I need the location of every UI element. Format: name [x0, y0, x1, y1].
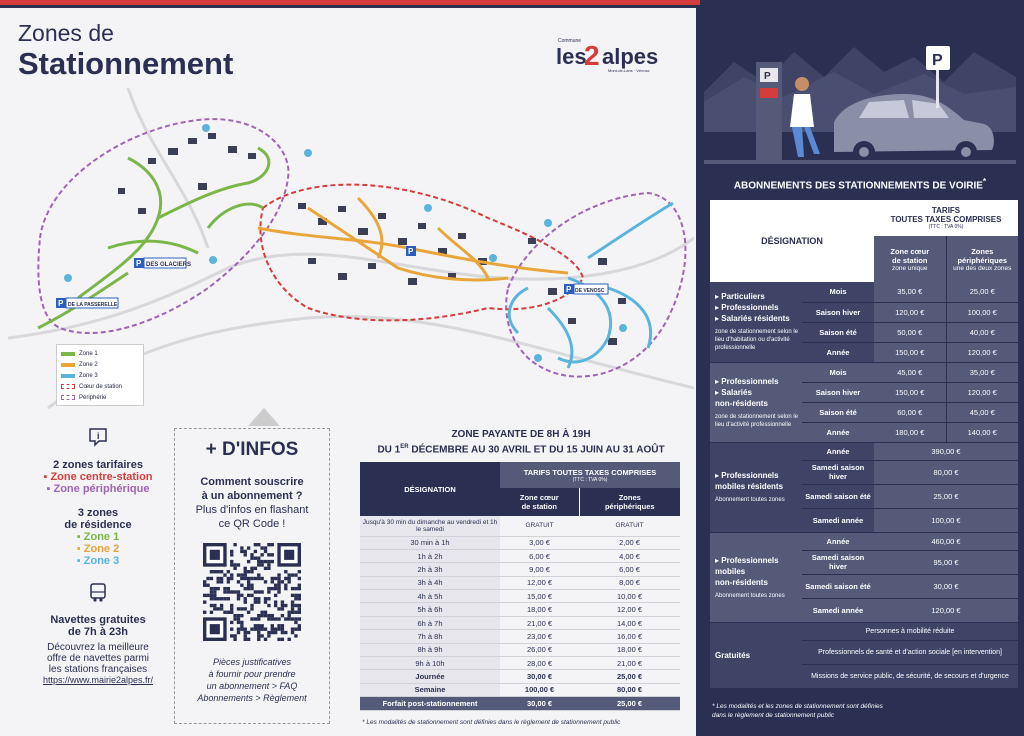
zp-cell-coeur: 26,00 € [500, 643, 579, 656]
rt-category-line: non-résidents [715, 398, 768, 408]
rt-category-line: ▸ Professionnels [715, 376, 779, 386]
more-info-title: + D'INFOS [205, 439, 299, 460]
res-zone1: ▪ Zone 1 [76, 531, 120, 543]
more-info-question-1: Comment souscrire [200, 476, 304, 488]
zp-header-tarifs-text: TARIFS TOUTES TAXES COMPRISES [523, 467, 657, 477]
parking-passerelle-marker[interactable] [56, 298, 118, 308]
zp-cell-desig: Jusqu'à 30 min du dimanche au vendredi et 1h le samedi [360, 516, 500, 536]
rt-price-coeur: 120,00 € [874, 302, 946, 322]
rt-period: Samedi saison été [802, 574, 874, 598]
rt-period: Mois [802, 362, 874, 382]
zp-cell-coeur: 28,00 € [500, 657, 579, 670]
navettes-text-2: offre de navettes parmi [46, 653, 150, 664]
zp-cell-coeur: 15,00 € [500, 590, 579, 603]
zp-row [360, 516, 680, 536]
zp-row [360, 549, 680, 562]
svg-text:P: P [566, 285, 572, 294]
rt-period: Saison hiver [802, 302, 874, 322]
zp-header-peri [579, 488, 680, 516]
abonnements-title [696, 176, 1024, 191]
rt-row [710, 532, 1018, 550]
rt-price-peri: 25,00 € [946, 282, 1018, 302]
zp-cell-peri: 16,00 € [579, 630, 680, 643]
zp-cell-peri: 25,00 € [579, 697, 680, 710]
svg-text:i: i [97, 431, 100, 441]
zp-header-coeur [500, 488, 579, 516]
page-title-line1: Zones de [18, 20, 114, 46]
rt-period: Année [802, 422, 874, 442]
zone-payante-table [360, 462, 680, 711]
rt-header-coeur-2: de station [892, 255, 928, 265]
parking-centre-marker[interactable] [406, 246, 416, 256]
zp-cell-desig: 9h à 10h [360, 657, 500, 670]
rt-gratuite-item: Professionnels de santé et d'action sociale [en intervention] [802, 640, 1018, 664]
more-info-box [174, 428, 330, 724]
zone-payante-title-2b: DÉCEMBRE AU 30 AVRIL ET DU 15 JUIN AU 31 AOÛT [408, 444, 665, 456]
bus-icon [87, 581, 109, 603]
zp-cell-desig: Semaine [360, 683, 500, 696]
mairie-link[interactable]: https://www.mairie2alpes.fr/ [42, 675, 154, 685]
svg-text:DES GLACIERS: DES GLACIERS [146, 262, 192, 268]
commune-logo [556, 38, 666, 74]
rt-header-tarifs [874, 200, 1018, 236]
zp-cell-coeur: 30,00 € [500, 670, 579, 683]
navettes-title-1: Navettes gratuites [50, 614, 146, 626]
rt-period: Saison hiver [802, 382, 874, 402]
zp-cell-peri: 2,00 € [579, 536, 680, 549]
rt-period: Samedi saison hiver [802, 550, 874, 574]
legend-zone3: Zone 3 [79, 372, 98, 379]
zp-cell-coeur: 23,00 € [500, 630, 579, 643]
abonnements-title-text: ABONNEMENTS DES STATIONNEMENTS DE VOIRIE [733, 180, 983, 192]
zp-cell-coeur: 21,00 € [500, 616, 579, 629]
zone-peri-label: ▪ Zone périphérique [46, 483, 150, 495]
legend-zone2: Zone 2 [79, 361, 98, 368]
rt-category-sub: Abonnement toutes zones [715, 497, 785, 503]
rt-category-line: ▸ Salariés [715, 387, 752, 397]
rt-gratuite-row [710, 622, 1018, 640]
top-bar-accent [0, 0, 700, 5]
zp-cell-peri: 4,00 € [579, 549, 680, 562]
rt-category-line: mobiles résidents [715, 482, 784, 491]
rt-price-coeur: 35,00 € [874, 282, 946, 302]
more-info-italic-3: un abonnement > FAQ [206, 681, 298, 691]
map-legend [56, 344, 144, 406]
navettes-text-3: les stations françaises [48, 664, 148, 675]
rt-header-tarifs-2: TOUTES TAXES COMPRISES [890, 215, 1002, 224]
rt-period: Saison été [802, 322, 874, 342]
rt-row [710, 442, 1018, 460]
rt-category-sub: Abonnement toutes zones [715, 592, 785, 599]
rt-price-peri: 40,00 € [946, 322, 1018, 342]
parking-meter-car-illustration [704, 32, 1016, 172]
logo-les: les [556, 44, 587, 69]
rt-category-line: mobiles [715, 566, 746, 576]
rt-period: Année [802, 342, 874, 362]
legend-zone1: Zone 1 [79, 350, 98, 357]
zp-cell-desig: 4h à 5h [360, 590, 500, 603]
rt-period: Samedi saison hiver [802, 460, 874, 484]
rt-price-all: 80,00 € [874, 460, 1018, 484]
zp-cell-desig: Forfait post-stationnement [360, 697, 500, 710]
rt-price-coeur: 180,00 € [874, 422, 946, 442]
rt-category-line: ▸ Particuliers [715, 292, 765, 302]
svg-text:P: P [764, 71, 771, 82]
rt-header-peri [946, 236, 1018, 282]
zone-payante-title-2sup: ER [400, 444, 409, 450]
zp-cell-coeur: GRATUIT [500, 516, 579, 536]
rt-price-all: 30,00 € [874, 574, 1018, 598]
abonnements-footnote [712, 702, 883, 720]
zp-cell-coeur: 3,00 € [500, 536, 579, 549]
right-panel [696, 8, 1024, 736]
rt-category-line: ▸ Professionnels [715, 303, 779, 313]
zp-row [360, 576, 680, 589]
rt-category-sub: zone de stationnement selon le lieu d'activité professionnelle [715, 413, 799, 428]
zp-header-desig: DÉSIGNATION [360, 462, 500, 516]
abonnements-footnote-2: dans le règlement de stationnement public [712, 712, 835, 719]
zp-cell-desig: Journée [360, 670, 500, 683]
qr-code-icon[interactable] [203, 543, 301, 641]
rt-header-coeur-3: zone unique [892, 264, 928, 272]
svg-text:P: P [932, 52, 943, 69]
zp-cell-peri: 10,00 € [579, 590, 680, 603]
zp-cell-desig: 2h à 3h [360, 563, 500, 576]
svg-text:P: P [58, 299, 64, 308]
speech-bubble-info-icon [87, 426, 109, 448]
zp-row [360, 657, 680, 670]
zp-header-coeur-2: de station [521, 502, 557, 511]
rt-period: Saison été [802, 402, 874, 422]
rt-period: Samedi saison été [802, 484, 874, 508]
zp-row [360, 670, 680, 683]
rt-price-peri: 120,00 € [946, 342, 1018, 362]
navettes-title-2: de 7h à 23h [68, 626, 128, 638]
rt-header-desig: DÉSIGNATION [710, 200, 874, 282]
rt-price-peri: 35,00 € [946, 362, 1018, 382]
res-zones-title-2: de résidence [64, 519, 132, 531]
abonnements-table [710, 200, 1018, 689]
rt-price-coeur: 150,00 € [874, 342, 946, 362]
zp-header-coeur-1: Zone cœur [519, 493, 559, 502]
zone-payante-title-2 [356, 441, 686, 456]
parking-glaciers-marker[interactable] [134, 258, 191, 268]
zp-row [360, 563, 680, 576]
rt-header-peri-1: Zones [971, 246, 994, 256]
zp-cell-peri: 14,00 € [579, 616, 680, 629]
zp-cell-desig: 8h à 9h [360, 643, 500, 656]
logo-small-text: Commune [558, 38, 582, 44]
rt-row [710, 282, 1018, 302]
svg-text:P: P [136, 259, 142, 268]
zone-payante-footnote: * Les modalités de stationnement sont définies dans le règlement de stationnement public [362, 719, 621, 726]
zp-row [360, 616, 680, 629]
rt-category-line: ▸ Salariés résidents [715, 314, 790, 324]
abonnements-title-star: * [982, 176, 987, 186]
res-zones-title-1: 3 zones [77, 507, 119, 519]
zp-header-peri-1: Zones [618, 493, 641, 502]
zp-row [360, 590, 680, 603]
zp-header-tarifs [500, 462, 680, 488]
rt-price-all: 100,00 € [874, 508, 1018, 532]
zp-cell-peri: 80,00 € [579, 683, 680, 696]
zp-cell-desig: 1h à 2h [360, 549, 500, 562]
rt-category-line: ▸ Professionnels [715, 555, 779, 565]
rt-gratuite-item: Personnes à mobilité réduite [802, 622, 1018, 640]
zp-cell-coeur: 18,00 € [500, 603, 579, 616]
res-zone2: ▪ Zone 2 [76, 543, 120, 555]
zp-row [360, 683, 680, 696]
abonnements-footnote-1: * Les modalités et les zones de stationnement sont définies [712, 703, 883, 710]
zp-cell-desig: 7h à 8h [360, 630, 500, 643]
rt-category-line: non-résidents [715, 577, 768, 587]
rt-header-row [710, 200, 1018, 236]
rt-header-coeur [874, 236, 946, 282]
rt-price-all: 120,00 € [874, 598, 1018, 622]
rt-period: Année [802, 532, 874, 550]
zone-payante-title-1: ZONE PAYANTE DE 8H À 19H [451, 429, 591, 440]
zp-row [360, 630, 680, 643]
rt-header-peri-3: une des deux zones [953, 264, 1012, 272]
more-info-italic-4: Abonnements > Règlement [197, 693, 307, 703]
svg-text:P: P [408, 247, 414, 256]
zp-header-peri-2: périphériques [604, 502, 655, 511]
rt-gratuite-item: Missions de service public, de sécurité, de secours et d'urgence [802, 664, 1018, 688]
zp-cell-peri: 12,00 € [579, 603, 680, 616]
rt-category-g3 [710, 442, 802, 532]
coeur-station-zone [260, 185, 583, 321]
rt-price-peri: 140,00 € [946, 422, 1018, 442]
tarif-zones-title: 2 zones tarifaires [53, 459, 143, 471]
zp-row [360, 536, 680, 549]
logo-two: 2 [584, 40, 600, 71]
zp-cell-peri: 6,00 € [579, 563, 680, 576]
zp-cell-peri: 25,00 € [579, 670, 680, 683]
rt-category-g2 [710, 362, 802, 442]
zp-header-tarifs-sub: (TTC : TVA 0%) [572, 476, 608, 483]
infos-notch [248, 408, 280, 426]
rt-header-tarifs-1: TARIFS [931, 206, 961, 215]
rt-period: Samedi année [802, 598, 874, 622]
svg-text:DE LA PASSERELLE: DE LA PASSERELLE [68, 302, 118, 308]
rt-price-peri: 45,00 € [946, 402, 1018, 422]
zp-cell-desig: 5h à 6h [360, 603, 500, 616]
zone-centre-label: ▪ Zone centre-station [43, 471, 153, 483]
zp-cell-peri: 8,00 € [579, 576, 680, 589]
zp-cell-coeur: 6,00 € [500, 549, 579, 562]
rt-category-g1 [710, 282, 802, 362]
rt-period: Samedi année [802, 508, 874, 532]
logo-alpes: alpes [602, 44, 659, 69]
rt-price-peri: 100,00 € [946, 302, 1018, 322]
legend-coeur: Cœur de station [79, 383, 123, 390]
more-info-text-2: ce QR Code ! [218, 518, 286, 530]
rt-price-coeur: 50,00 € [874, 322, 946, 342]
more-info-italic-2: à fournir pour prendre [208, 669, 296, 679]
zp-cell-coeur: 9,00 € [500, 563, 579, 576]
more-info-italic-1: Pièces justificatives [212, 657, 292, 667]
zp-cell-peri: 21,00 € [579, 657, 680, 670]
zp-cell-desig: 6h à 7h [360, 616, 500, 629]
rt-header-peri-2: périphériques [957, 255, 1008, 265]
zp-cell-coeur: 30,00 € [500, 697, 579, 710]
rt-price-all: 390,00 € [874, 442, 1018, 460]
zp-row [360, 603, 680, 616]
zp-row [360, 697, 680, 710]
rt-price-coeur: 45,00 € [874, 362, 946, 382]
svg-text:DE VENOSC: DE VENOSC [575, 288, 605, 294]
rt-row [710, 362, 1018, 382]
rt-header-coeur-1: Zone cœur [890, 246, 930, 256]
parking-venosc-marker[interactable] [564, 284, 608, 294]
rt-category-line: ▸ Professionnels [715, 471, 779, 480]
legend-peripherie: Périphérie [79, 394, 107, 401]
left-panel [0, 8, 696, 736]
rt-period: Année [802, 442, 874, 460]
zp-cell-coeur: 12,00 € [500, 576, 579, 589]
zones-info-column [30, 426, 166, 685]
rt-period: Mois [802, 282, 874, 302]
zp-cell-coeur: 100,00 € [500, 683, 579, 696]
more-info-question-2: à un abonnement ? [201, 490, 303, 502]
rt-price-all: 460,00 € [874, 532, 1018, 550]
top-bar [0, 0, 1024, 8]
rt-header-tarifs-sub: (TTC : TVA 0%) [928, 224, 964, 230]
navettes-text-1: Découvrez la meilleure [47, 642, 149, 653]
rt-price-coeur: 150,00 € [874, 382, 946, 402]
rt-price-peri: 120,00 € [946, 382, 1018, 402]
more-info-text-1: Plus d'infos en flashant [195, 504, 309, 516]
page-title-line2: Stationnement [18, 46, 234, 81]
logo-sub: Mont-de-Lans · Vénosc [608, 68, 650, 73]
zone-payante-title-2a: DU 1 [377, 444, 401, 456]
zp-cell-desig: 30 min à 1h [360, 536, 500, 549]
zp-cell-peri: 18,00 € [579, 643, 680, 656]
res-zone3: ▪ Zone 3 [76, 555, 120, 567]
rt-category-g4 [710, 532, 802, 622]
rt-category-sub: zone de stationnement selon le lieu d'habitation ou d'activité professionnelle [715, 329, 799, 352]
zp-row [360, 643, 680, 656]
rt-gratuites-label: Gratuités [710, 622, 802, 688]
zone-payante-title [356, 428, 686, 456]
rt-price-all: 95,00 € [874, 550, 1018, 574]
rt-price-all: 25,00 € [874, 484, 1018, 508]
zp-cell-peri: GRATUIT [579, 516, 680, 536]
zp-cell-desig: 3h à 4h [360, 576, 500, 589]
rt-price-coeur: 60,00 € [874, 402, 946, 422]
